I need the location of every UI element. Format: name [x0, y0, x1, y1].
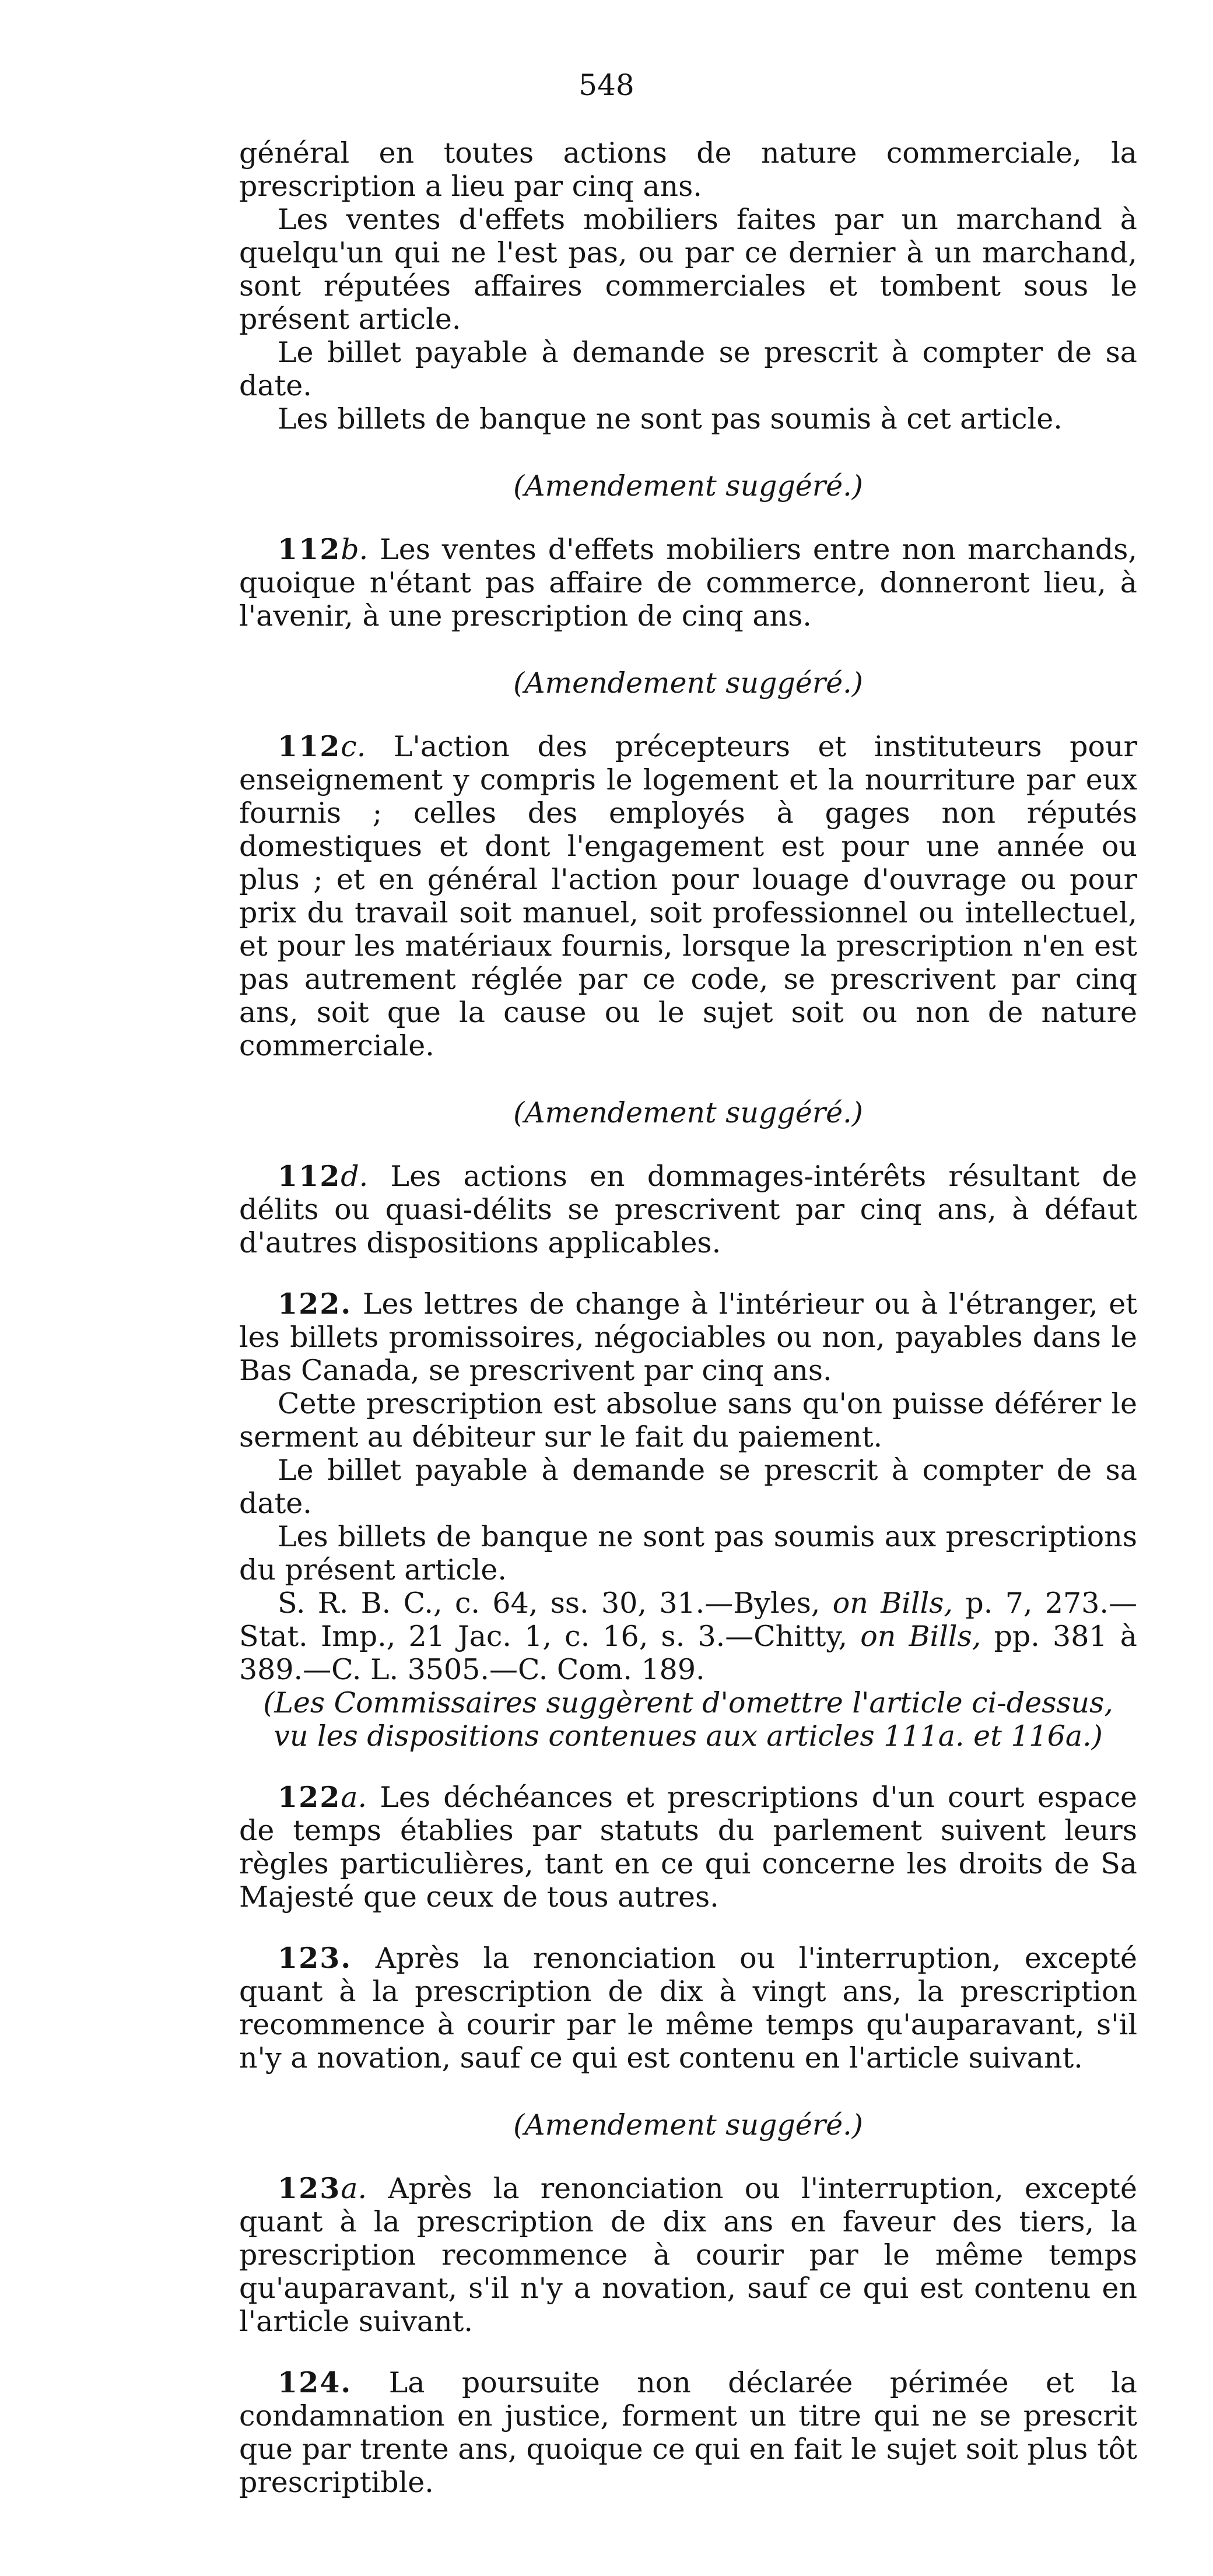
article-112c: [239, 730, 1137, 1062]
amendment-heading-112c: (Amendement suggéré.): [513, 666, 863, 700]
article-number: 122: [278, 1780, 341, 1814]
article-122-paragraph-3: Le billet payable à demande se prescrit à compter de sa date.: [239, 1454, 1137, 1520]
article-number: 112: [278, 729, 341, 763]
article-122-references: S. R. B. C., c. 64, ss. 30, 31.—Byles, on Bills, p. 7, 273.—Stat. Imp., 21 Jac. 1, c. 16, s. 3.—Chitty, on Bills, pp. 381 à 389.—C. L. 3505.—C. Com. 189.: [239, 1587, 1137, 1686]
article-112d: [239, 1160, 1137, 1259]
article-123a: [239, 2172, 1137, 2338]
article-text: L'action des précepteurs et instituteurs pour enseignement y compris le logement et la nourriture par eux fournis ; celles des employés à gages non réputés domestiques et dont l'engagement est pour une année ou plus ; et en général l'action pour louage d'ouvrage ou pour prix du travail soit manuel, soit professionnel ou intellectuel, et pour les matériaux fournis, lorsque la prescription n'en est pas autrement réglée par ce code, se prescrivent par cinq ans, soit que la cause ou le sujet soit ou non de nature commerciale.: [239, 730, 1138, 1062]
intro-paragraph-3: Le billet payable à demande se prescrit à compter de sa date.: [239, 336, 1137, 402]
amendment-heading-112d: (Amendement suggéré.): [513, 1096, 863, 1129]
page-body: [239, 136, 1137, 2499]
amendment-heading-123a: (Amendement suggéré.): [513, 2108, 863, 2142]
article-122-paragraph-4: Les billets de banque ne sont pas soumis aux prescriptions du présent article.: [239, 1520, 1137, 1587]
article-suffix: d.: [341, 1160, 369, 1193]
intro-paragraph-4: Les billets de banque ne sont pas soumis à cet article.: [278, 402, 1063, 436]
intro-paragraph-1: général en toutes actions de nature commerciale, la prescription a lieu par cinq ans.: [239, 136, 1137, 203]
article-122: [239, 1287, 1137, 1387]
article-number: 112: [278, 1159, 341, 1193]
article-text: Après la renonciation ou l'interruption, excepté quant à la prescription de dix à vingt ans, la prescription recommence à courir par le même temps qu'auparavant, s'il n'y a novation, sauf ce qui est contenu en l'article suivant.: [239, 1942, 1138, 2075]
article-suffix: a.: [341, 2172, 367, 2205]
article-text: Les ventes d'effets mobiliers entre non marchands, quoique n'étant pas affaire de commerce, donneront lieu, à l'avenir, à une prescription de cinq ans.: [239, 533, 1137, 633]
article-text: Les lettres de change à l'intérieur ou à l'étranger, et les billets promissoires, négociables ou non, payables dans le Bas Canada, se prescrivent par cinq ans.: [239, 1287, 1137, 1387]
article-number: 123.: [278, 1941, 352, 1975]
commissioners-note: (Les Commissaires suggèrent d'omettre l'article ci-dessus, vu les dispositions contenues aux articles 111a. et 116a.): [263, 1686, 1113, 1753]
intro-paragraph-2: Les ventes d'effets mobiliers faites par un marchand à quelqu'un qui ne l'est pas, ou par ce dernier à un marchand, sont réputées affaires commerciales et tombent sous le présent article.: [239, 203, 1137, 336]
article-number: 124.: [278, 2366, 352, 2399]
article-112b: [239, 533, 1137, 633]
article-122-paragraph-2: Cette prescription est absolue sans qu'on puisse déférer le serment au débiteur sur le fait du paiement.: [239, 1387, 1137, 1454]
article-122a: [239, 1781, 1137, 1914]
article-123: [239, 1942, 1137, 2075]
article-text: Les actions en dommages-intérêts résultant de délits ou quasi-délits se prescrivent par cinq ans, à défaut d'autres dispositions applicables.: [239, 1160, 1137, 1259]
article-text: La poursuite non déclarée périmée et la condamnation en justice, forment un titre qui ne se prescrit que par trente ans, quoique ce qui en fait le sujet soit plus tôt prescriptible.: [239, 2366, 1138, 2499]
article-suffix: b.: [341, 533, 369, 566]
article-124: [239, 2366, 1137, 2499]
article-suffix: a.: [341, 1781, 367, 1814]
article-text: Les déchéances et prescriptions d'un court espace de temps établies par statuts du parlement suivent leurs règles particulières, tant en ce qui concerne les droits de Sa Majesté que ceux de tous autres.: [239, 1781, 1138, 1914]
article-text: Après la renonciation ou l'interruption, excepté quant à la prescription de dix ans en faveur des tiers, la prescription recommence à courir par le même temps qu'auparavant, s'il n'y a novation, sauf ce qui est contenu en l'article suivant.: [239, 2172, 1138, 2338]
amendment-heading-112b: (Amendement suggéré.): [513, 469, 863, 503]
article-suffix: c.: [341, 730, 366, 763]
article-number: 122.: [278, 1287, 352, 1321]
page-number: 548: [579, 68, 634, 102]
article-number: 112: [278, 532, 341, 566]
article-number: 123: [278, 2171, 341, 2205]
